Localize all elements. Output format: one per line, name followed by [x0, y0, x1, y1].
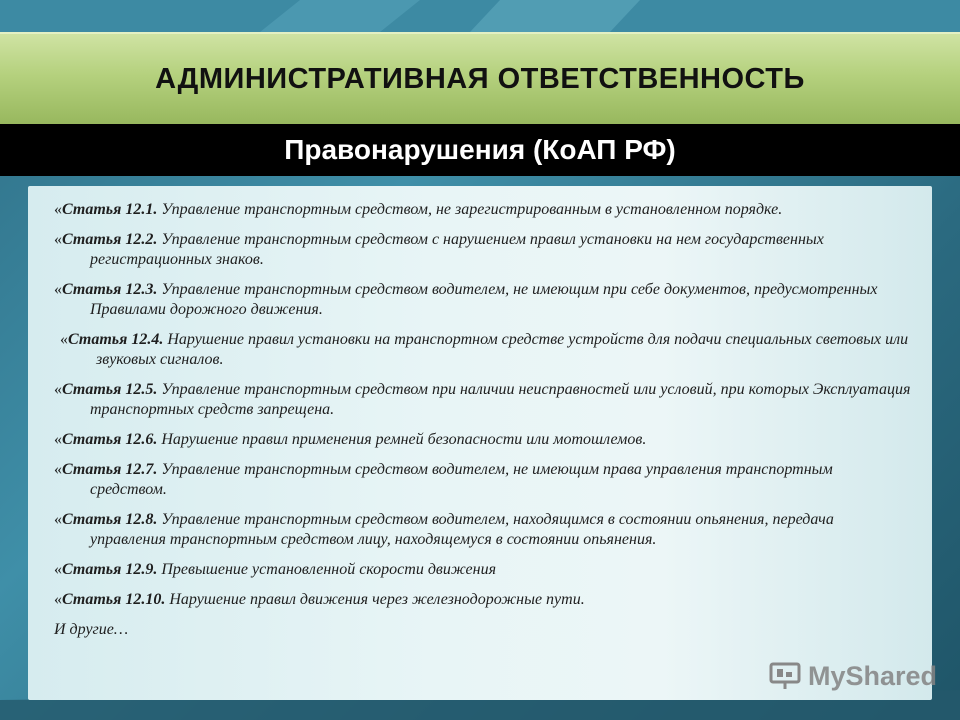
list-item: «Статья 12.3. Управление транспортным средством водителем, не имеющим при себе документов, предусмотренных Правилами дорожного движения.: [54, 281, 878, 318]
presentation-icon: [768, 661, 802, 691]
watermark-text: MyShared: [808, 660, 938, 691]
list-item: «Статья 12.8. Управление транспортным средством водителем, находящимся в состоянии опьянения, передача управления транспортным средством лицу, находящемуся в состоянии опьянения.: [54, 511, 834, 548]
article-list: [28, 186, 932, 640]
list-item: «Статья 12.2. Управление транспортным средством с нарушением правил установки на нем государственных регистрационных знаков.: [54, 231, 824, 268]
list-item: «Статья 12.6. Нарушение правил применения ремней безопасности или мотошлемов.: [54, 431, 647, 448]
list-item: «Статья 12.7. Управление транспортным средством водителем, не имеющим права управления транспортным средством.: [54, 461, 833, 498]
slide-subtitle: Правонарушения (КоАП РФ): [284, 134, 676, 165]
slide-title: АДМИНИСТРАТИВНАЯ ОТВЕТСТВЕННОСТЬ: [155, 62, 805, 95]
list-item: «Статья 12.9. Превышение установленной скорости движения: [54, 561, 497, 578]
list-item: «Статья 12.4. Нарушение правил установки на транспортном средстве устройств для подачи специальных световых или звуковых сигналов.: [60, 331, 909, 368]
watermark: [768, 656, 938, 696]
others-note: И другие…: [54, 621, 129, 638]
list-item: «Статья 12.5. Управление транспортным средством при наличии неисправностей или условий, при которых Эксплуатация транспортных средств запрещена.: [54, 381, 911, 418]
list-item: «Статья 12.10. Нарушение правил движения через железнодорожные пути.: [54, 591, 585, 608]
title-bar: [0, 32, 960, 126]
content-panel: [28, 186, 932, 700]
list-item: «Статья 12.1. Управление транспортным средством, не зарегистрированным в установленном порядке.: [54, 201, 783, 218]
subtitle-bar: [0, 124, 960, 176]
